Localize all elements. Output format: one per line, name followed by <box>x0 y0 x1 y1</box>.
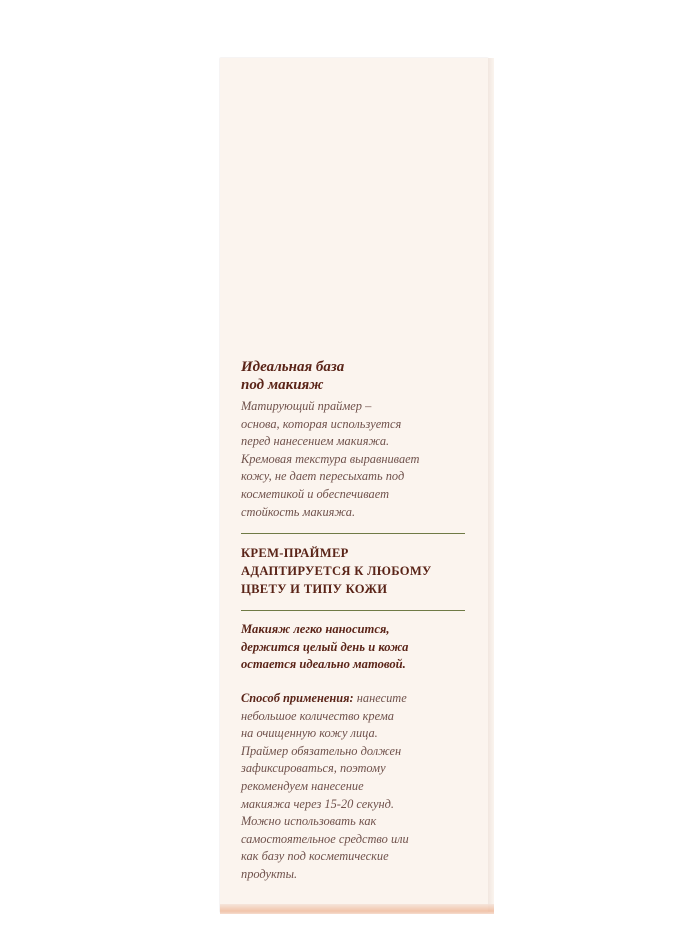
usage-first-line <box>241 690 477 708</box>
headline-line: под макияж <box>241 377 324 393</box>
usage-first-line-rest: нанесите <box>353 690 407 705</box>
description-line: стойкость макияжа. <box>241 504 356 519</box>
usage-line: зафиксироваться, поэтому <box>241 761 386 776</box>
divider-top <box>241 533 465 534</box>
feature-caps-line: КРЕМ-ПРАЙМЕР <box>241 546 349 561</box>
feature-caps <box>241 544 477 598</box>
box-side-edge <box>488 58 494 912</box>
description-line: Матирующий праймер – <box>241 399 372 413</box>
description-line: основа, которая используется <box>241 416 402 431</box>
benefit-line: остается идеально матовой. <box>241 657 406 672</box>
headline <box>241 358 477 394</box>
benefit-text <box>241 621 477 674</box>
description-line: кожу, не дает пересыхать под <box>241 469 405 484</box>
description <box>241 398 477 521</box>
usage-line: самостоятельное средство или <box>241 831 409 846</box>
feature-caps-line: АДАПТИРУЕТСЯ К ЛЮБОМУ <box>241 564 432 579</box>
usage-line: Праймер обязательно должен <box>241 743 402 758</box>
usage-line: как базу под косметические <box>241 849 389 864</box>
headline-line: Идеальная база <box>241 359 345 375</box>
benefit-line: держится целый день и кожа <box>241 639 409 654</box>
usage-instructions <box>241 690 477 884</box>
description-line: перед нанесением макияжа. <box>241 434 390 449</box>
feature-caps-line: ЦВЕТУ И ТИПУ КОЖИ <box>241 582 388 597</box>
usage-line: рекомендуем нанесение <box>241 778 364 793</box>
description-line: Кремовая текстура выравнивает <box>241 451 420 466</box>
usage-line: макияжа через 15-20 секунд. <box>241 796 395 811</box>
divider-bottom <box>241 610 465 611</box>
box-bottom-edge <box>220 904 494 914</box>
usage-line: продукты. <box>241 866 298 881</box>
box-text-panel <box>241 358 477 883</box>
usage-label: Способ применения: <box>241 690 354 705</box>
description-line: косметикой и обеспечивает <box>241 486 390 501</box>
palm-leaf-illustration <box>480 150 488 420</box>
usage-line: Можно использовать как <box>241 814 377 829</box>
usage-line: небольшое количество крема <box>241 708 394 723</box>
benefit-line: Макияж легко наносится, <box>241 622 390 637</box>
usage-line: на очищенную кожу лица. <box>241 726 378 741</box>
